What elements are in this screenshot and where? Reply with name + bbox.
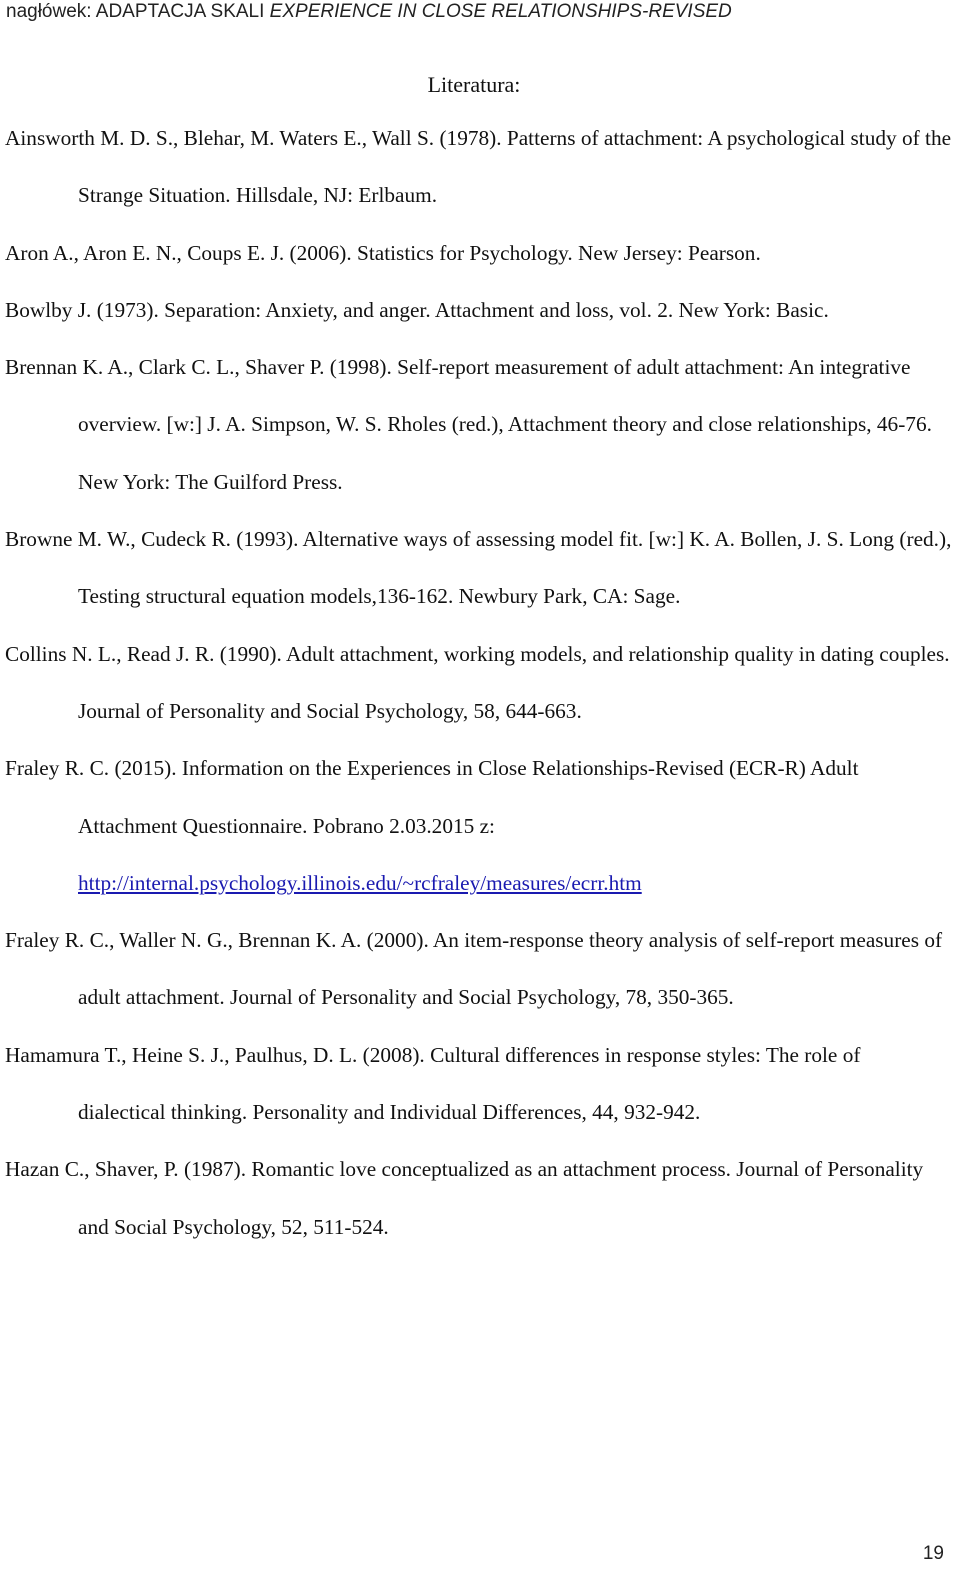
reference-text: Hamamura T., Heine S. J., Paulhus, D. L. (2008). Cultural differences in response styles: The role of dialectical thinking. Personality and Individual Differences, 44, 932-942. <box>5 1042 861 1125</box>
reference-item <box>5 740 953 912</box>
reference-item <box>5 626 953 741</box>
reference-text: Browne M. W., Cudeck R. (1993). Alternative ways of assessing model fit. [w:] K. A. Bollen, J. S. Long (red.), Testing structural equation models,136-162. Newbury Park, CA: Sage. <box>5 527 952 609</box>
reference-item <box>5 1027 953 1142</box>
reference-item <box>5 225 953 282</box>
section-title: Literatura: <box>427 72 521 97</box>
page-number: 19 <box>922 1543 944 1564</box>
reference-item <box>5 1141 953 1256</box>
reference-item <box>5 912 953 1027</box>
reference-text: Fraley R. C., Waller N. G., Brennan K. A. (2000). An item-response theory analysis of self-report measures of adult attachment. Journal of Personality and Social Psychology, 78, 350-365. <box>5 928 943 1010</box>
reference-text: Fraley R. C. (2015). Information on the Experiences in Close Relationships-Revised (ECR-R) Adult Attachment Questionnaire. Pobrano 2.03.2015 z: <box>5 756 859 838</box>
reference-item <box>5 110 953 225</box>
reference-text: Aron A., Aron E. N., Coups E. J. (2006). Statistics for Psychology. New Jersey: Pearson. <box>5 240 761 265</box>
reference-item <box>5 282 953 339</box>
reference-text: Bowlby J. (1973). Separation: Anxiety, and anger. Attachment and loss, vol. 2. New York: Basic. <box>5 297 829 322</box>
reference-text: Hazan C., Shaver, P. (1987). Romantic love conceptualized as an attachment process. Journal of Personality and Social Psychology, 52, 511-524. <box>5 1157 924 1239</box>
reference-item <box>5 511 953 626</box>
reference-text: Collins N. L., Read J. R. (1990). Adult attachment, working models, and relationship quality in dating couples. Journal of Personality and Social Psychology, 58, 644-663. <box>5 641 950 723</box>
reference-link[interactable]: http://internal.psychology.illinois.edu/~rcfraley/measures/ecrr.htm <box>78 870 642 895</box>
reference-item <box>5 339 953 511</box>
header-prefix: nagłówek: ADAPTACJA SKALI <box>6 1 270 22</box>
header-italic-title: EXPERIENCE IN CLOSE RELATIONSHIPS-REVISED <box>269 1 732 22</box>
reference-list <box>5 110 953 1256</box>
page-header <box>6 0 732 24</box>
reference-text: Brennan K. A., Clark C. L., Shaver P. (1998). Self-report measurement of adult attachment: An integrative overview. [w:] J. A. Simpson, W. S. Rholes (red.), Attachment theory and close relationships, 46-76. New York: The Guilford Press. <box>5 355 932 494</box>
reference-text: Ainsworth M. D. S., Blehar, M. Waters E., Wall S. (1978). Patterns of attachment: A psychological study of the Strange Situation. Hillsdale, NJ: Erlbaum. <box>5 126 952 208</box>
